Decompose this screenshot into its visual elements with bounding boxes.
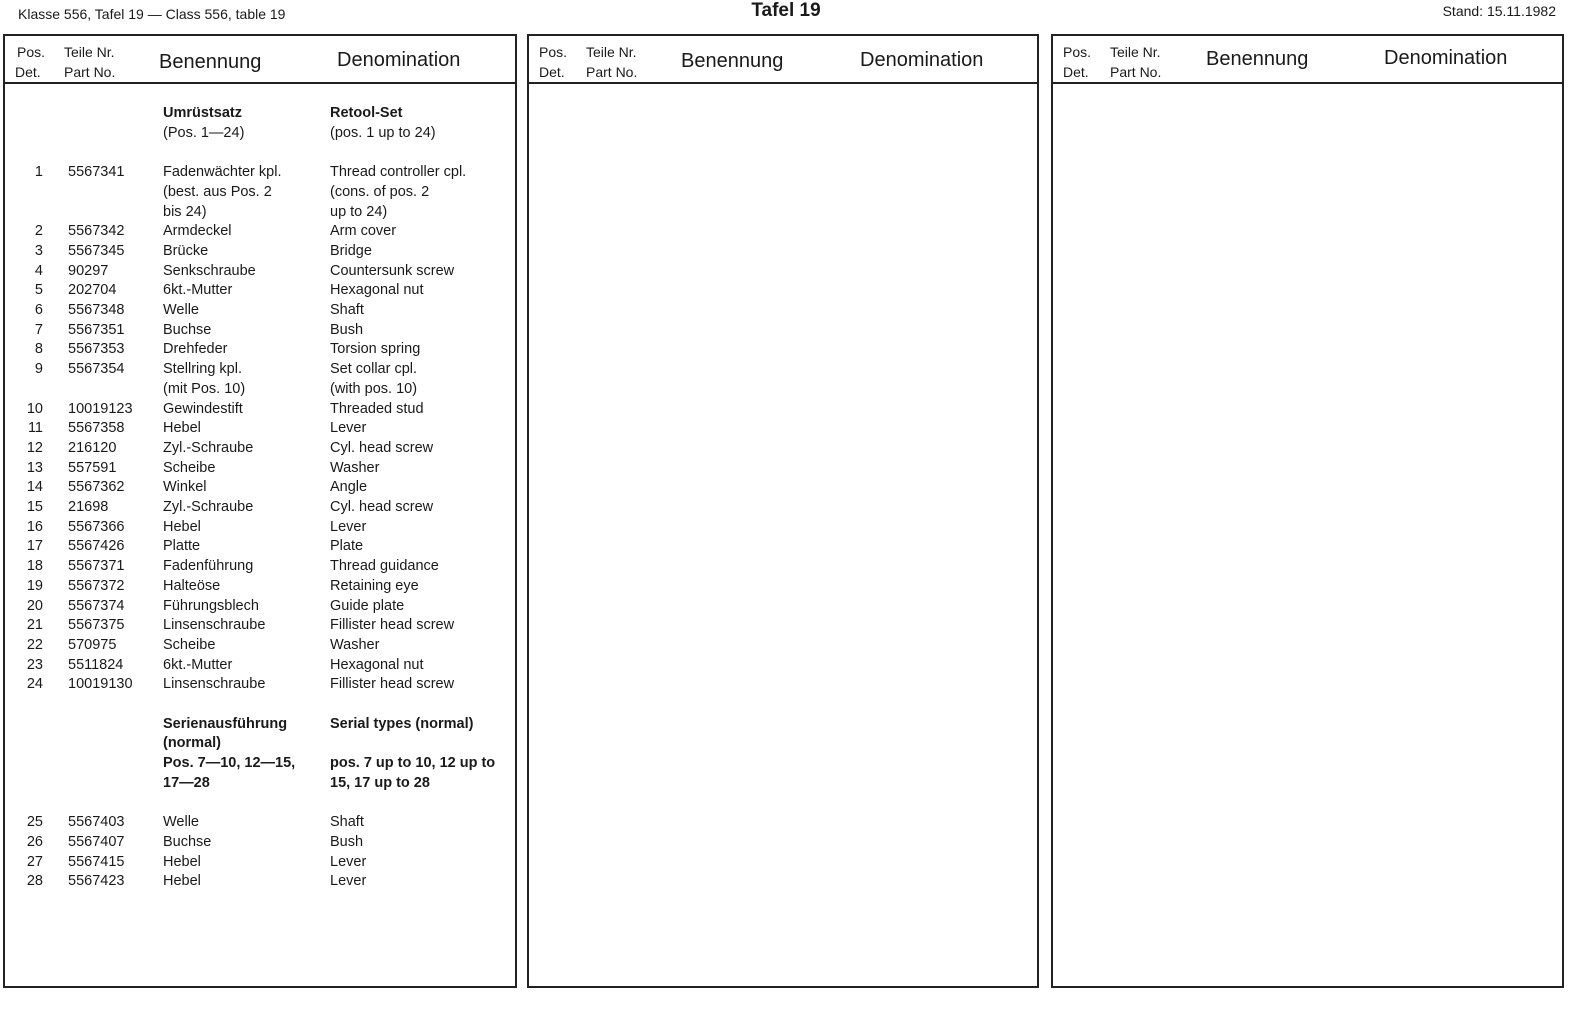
row-part-number: 202704 bbox=[68, 282, 117, 299]
row-benennung: Hebel bbox=[163, 873, 201, 890]
parts-table-panel-3 bbox=[1051, 34, 1564, 988]
row-part-number: 5567354 bbox=[68, 361, 125, 378]
row-pos: 9 bbox=[34, 361, 43, 378]
row-part-number: 5567375 bbox=[68, 617, 125, 634]
row-benennung: Welle bbox=[163, 302, 199, 318]
row-benennung: Drehfeder bbox=[163, 341, 228, 358]
row-benennung: bis 24) bbox=[163, 203, 207, 220]
group-heading-de: 17—28 bbox=[163, 774, 210, 791]
row-pos: 1 bbox=[34, 164, 43, 181]
col-pos-label: Pos. bbox=[17, 44, 46, 60]
row-denomination: Bush bbox=[330, 833, 364, 850]
row-pos: 14 bbox=[26, 479, 43, 496]
page-title: Tafel 19 bbox=[751, 0, 821, 21]
group-heading-en: (pos. 1 up to 24) bbox=[330, 124, 436, 141]
col-denomination-label: Denomination bbox=[337, 49, 461, 71]
row-denomination: Cyl. head screw bbox=[330, 499, 434, 515]
row-denomination: Threaded stud bbox=[330, 400, 424, 417]
row-denomination: Bridge bbox=[330, 242, 372, 259]
row-benennung: (mit Pos. 10) bbox=[163, 380, 246, 397]
col-teile-label: Teile Nr. bbox=[64, 44, 115, 60]
row-benennung: Gewindestift bbox=[163, 400, 243, 417]
row-benennung: Hebel bbox=[163, 420, 201, 437]
row-part-number: 5567403 bbox=[68, 814, 125, 831]
row-pos: 13 bbox=[26, 459, 43, 476]
row-pos: 10 bbox=[26, 400, 43, 417]
col-benennung-label: Benennung bbox=[159, 51, 262, 73]
row-part-number: 5567366 bbox=[68, 518, 125, 535]
row-benennung: Armdeckel bbox=[163, 223, 232, 240]
row-denomination: Angle bbox=[330, 479, 368, 496]
row-denomination: Arm cover bbox=[330, 223, 397, 240]
col-det-label: Det. bbox=[539, 64, 565, 80]
row-part-number: 5567362 bbox=[68, 479, 125, 496]
row-part-number: 5567415 bbox=[68, 853, 125, 870]
row-pos: 7 bbox=[34, 321, 43, 338]
row-pos: 19 bbox=[26, 577, 43, 594]
row-pos: 27 bbox=[26, 853, 43, 870]
row-part-number: 5567371 bbox=[68, 558, 125, 575]
row-benennung: Führungsblech bbox=[163, 597, 259, 614]
row-pos: 6 bbox=[34, 302, 43, 318]
row-pos: 23 bbox=[26, 656, 43, 673]
row-part-number: 5567348 bbox=[68, 302, 125, 318]
row-denomination: Lever bbox=[330, 420, 367, 437]
row-pos: 20 bbox=[26, 597, 43, 614]
row-pos: 18 bbox=[26, 558, 43, 575]
col-part-label: Part No. bbox=[64, 64, 116, 80]
row-benennung: Scheibe bbox=[163, 636, 216, 653]
row-part-number: 10019123 bbox=[68, 400, 133, 417]
document-subtitle: Klasse 556, Tafel 19 — Class 556, table 19 bbox=[18, 6, 286, 22]
col-teile-label: Teile Nr. bbox=[586, 44, 637, 60]
col-teile-label: Teile Nr. bbox=[1110, 44, 1161, 60]
col-det-label: Det. bbox=[1063, 64, 1089, 80]
row-part-number: 21698 bbox=[68, 499, 109, 515]
parts-table-panel-2 bbox=[527, 34, 1039, 988]
row-pos: 22 bbox=[26, 636, 43, 653]
table-header bbox=[5, 36, 515, 84]
col-benennung-label: Benennung bbox=[1206, 48, 1309, 70]
row-part-number: 5567374 bbox=[68, 597, 125, 614]
row-denomination: Shaft bbox=[330, 302, 364, 318]
row-part-number: 5567345 bbox=[68, 242, 125, 259]
row-part-number: 5567423 bbox=[68, 873, 125, 890]
row-denomination: Fillister head screw bbox=[330, 676, 455, 693]
col-benennung-label: Benennung bbox=[681, 50, 784, 72]
row-denomination: (with pos. 10) bbox=[330, 380, 418, 397]
row-part-number: 10019130 bbox=[68, 676, 133, 693]
group-heading-de: Serienausführung bbox=[163, 715, 288, 732]
row-pos: 11 bbox=[27, 420, 43, 437]
row-benennung: Stellring kpl. bbox=[163, 361, 242, 378]
row-pos: 28 bbox=[26, 873, 43, 890]
row-denomination: Torsion spring bbox=[330, 341, 421, 358]
col-denomination-label: Denomination bbox=[1384, 47, 1508, 69]
group-heading-de: Pos. 7—10, 12—15, bbox=[163, 755, 296, 772]
col-pos-label: Pos. bbox=[1063, 44, 1092, 60]
row-part-number: 5567372 bbox=[68, 577, 125, 594]
group-heading-de: (normal) bbox=[163, 735, 221, 752]
row-denomination: Hexagonal nut bbox=[330, 656, 424, 673]
row-benennung: Buchse bbox=[163, 833, 212, 850]
group-heading-de: Umrüstsatz bbox=[163, 105, 242, 121]
row-denomination: Plate bbox=[330, 538, 364, 555]
row-part-number: 5567407 bbox=[68, 833, 125, 850]
row-benennung: Fadenwächter kpl. bbox=[163, 164, 282, 181]
row-benennung: Brücke bbox=[163, 242, 209, 259]
row-denomination: Hexagonal nut bbox=[330, 282, 424, 299]
row-pos: 3 bbox=[34, 242, 43, 259]
row-part-number: 5567351 bbox=[68, 321, 125, 338]
row-benennung: Zyl.-Schraube bbox=[163, 439, 254, 456]
row-pos: 21 bbox=[26, 617, 43, 634]
row-benennung: Winkel bbox=[163, 479, 207, 496]
row-pos: 12 bbox=[26, 439, 43, 456]
row-benennung: Welle bbox=[163, 814, 199, 831]
row-denomination: Countersunk screw bbox=[330, 262, 455, 279]
group-heading-en: 15, 17 up to 28 bbox=[330, 774, 430, 791]
row-benennung: (best. aus Pos. 2 bbox=[163, 183, 272, 200]
group-heading-en: Serial types (normal) bbox=[330, 715, 474, 732]
table-header bbox=[1053, 36, 1562, 84]
row-benennung: Fadenführung bbox=[163, 558, 254, 575]
group-heading-en: Retool-Set bbox=[330, 105, 403, 121]
col-part-label: Part No. bbox=[1110, 64, 1162, 80]
row-part-number: 570975 bbox=[68, 636, 117, 653]
row-pos: 24 bbox=[26, 676, 43, 693]
row-benennung: Platte bbox=[163, 538, 201, 555]
row-part-number: 5567358 bbox=[68, 420, 125, 437]
row-denomination: Thread guidance bbox=[330, 558, 439, 575]
col-det-label: Det. bbox=[15, 64, 41, 80]
parts-table-body bbox=[5, 84, 515, 986]
row-benennung: Linsenschraube bbox=[163, 676, 266, 693]
row-pos: 17 bbox=[26, 538, 43, 555]
row-part-number: 557591 bbox=[68, 459, 117, 476]
row-part-number: 5567353 bbox=[68, 341, 125, 358]
row-pos: 25 bbox=[26, 814, 43, 831]
row-part-number: 5511824 bbox=[68, 656, 124, 673]
group-heading-en: pos. 7 up to 10, 12 up to bbox=[330, 755, 496, 772]
row-part-number: 90297 bbox=[68, 262, 109, 279]
row-pos: 2 bbox=[34, 223, 43, 240]
row-pos: 4 bbox=[34, 262, 43, 279]
row-denomination: Guide plate bbox=[330, 597, 405, 614]
row-denomination: Cyl. head screw bbox=[330, 439, 434, 456]
row-denomination: up to 24) bbox=[330, 203, 388, 220]
row-denomination: (cons. of pos. 2 bbox=[330, 183, 430, 200]
row-benennung: 6kt.-Mutter bbox=[163, 656, 233, 673]
col-denomination-label: Denomination bbox=[860, 49, 984, 71]
revision-date: Stand: 15.11.1982 bbox=[1442, 3, 1556, 19]
row-part-number: 5567426 bbox=[68, 538, 125, 555]
row-denomination: Lever bbox=[330, 853, 367, 870]
row-denomination: Thread controller cpl. bbox=[330, 164, 467, 181]
row-denomination: Washer bbox=[330, 636, 380, 653]
row-pos: 5 bbox=[34, 282, 43, 299]
row-benennung: Halteöse bbox=[163, 577, 221, 594]
row-denomination: Washer bbox=[330, 459, 380, 476]
row-part-number: 216120 bbox=[68, 439, 117, 456]
row-denomination: Retaining eye bbox=[330, 577, 419, 594]
col-pos-label: Pos. bbox=[539, 44, 568, 60]
row-benennung: Zyl.-Schraube bbox=[163, 499, 254, 515]
row-denomination: Lever bbox=[330, 518, 367, 535]
row-pos: 8 bbox=[34, 341, 43, 358]
row-benennung: Scheibe bbox=[163, 459, 216, 476]
row-denomination: Shaft bbox=[330, 814, 364, 831]
row-part-number: 5567341 bbox=[68, 164, 125, 181]
row-denomination: Fillister head screw bbox=[330, 617, 455, 634]
row-benennung: Hebel bbox=[163, 853, 201, 870]
row-pos: 26 bbox=[26, 833, 43, 850]
col-part-label: Part No. bbox=[586, 64, 638, 80]
group-heading-de: (Pos. 1—24) bbox=[163, 124, 245, 141]
row-pos: 15 bbox=[26, 499, 43, 515]
row-benennung: Linsenschraube bbox=[163, 617, 266, 634]
row-pos: 16 bbox=[26, 518, 43, 535]
row-part-number: 5567342 bbox=[68, 223, 125, 240]
row-denomination: Set collar cpl. bbox=[330, 361, 418, 378]
row-benennung: 6kt.-Mutter bbox=[163, 282, 233, 299]
row-denomination: Lever bbox=[330, 873, 367, 890]
parts-table-panel-1 bbox=[3, 34, 517, 988]
row-denomination: Bush bbox=[330, 321, 364, 338]
row-benennung: Buchse bbox=[163, 321, 212, 338]
row-benennung: Senkschraube bbox=[163, 262, 256, 279]
table-header bbox=[529, 36, 1037, 84]
row-benennung: Hebel bbox=[163, 518, 201, 535]
